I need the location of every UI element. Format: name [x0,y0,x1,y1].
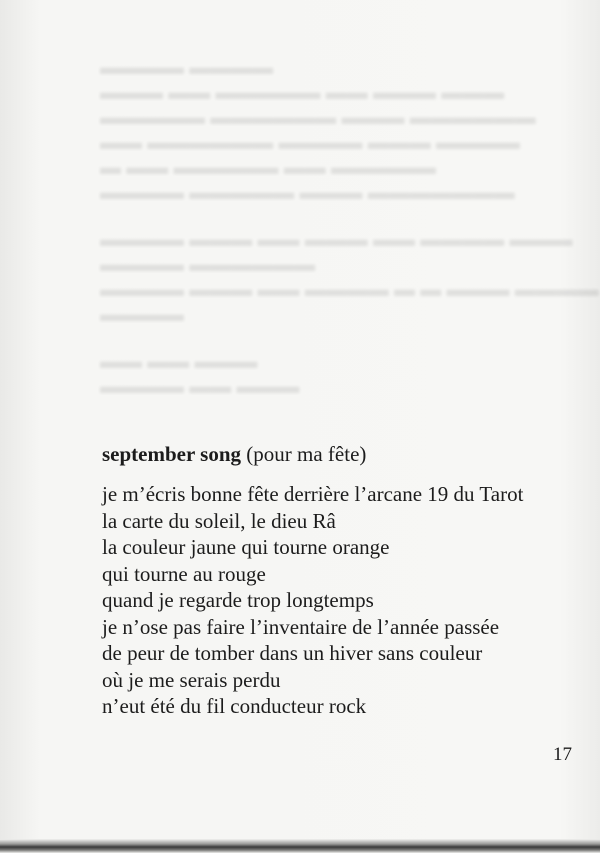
page-number: 17 [553,744,572,765]
poem-line: de peur de tomber dans un hiver sans couleur [102,641,483,665]
show-through-text: ▬▬▬▬ ▬▬▬▬ ▬▬▬ ▬▬ ▬▬▬▬▬ ▬▬ ▬▬▬ ▬▬▬ ▬▬▬▬▬ ▬▬▬▬▬▬ ▬▬▬ ▬▬▬▬▬▬ ▬▬ ▬▬▬▬▬▬ ▬▬▬▬ ▬▬▬ ▬▬▬▬ ▬ ▬▬ ▬▬▬▬▬ ▬▬ ▬▬▬▬▬ ▬▬▬▬ ▬▬▬▬▬ ▬▬▬ ▬▬▬▬▬▬▬ ▬▬▬▬ ▬▬▬ ▬▬ ▬▬▬ ▬▬ ▬▬▬▬ ▬▬▬ ▬▬▬▬ ▬▬▬▬▬▬ ▬▬▬▬ ▬▬▬ ▬▬ ▬▬▬▬ ▬ ▬ ▬▬▬ ▬▬▬▬ ▬▬▬▬ ▬▬ ▬▬ ▬▬▬ ▬▬▬▬ ▬▬ ▬▬▬ [100,55,599,398]
poem [102,440,582,720]
poem-lines [102,481,582,720]
poem-line: la couleur jaune qui tourne orange [102,535,390,559]
poem-line: où je me serais perdu [102,667,281,692]
poem-line: quand je regarde trop longtemps [102,588,374,612]
poem-line: je m’écris bonne fête derrière l’arcane 19 du Tarot [102,482,524,506]
poem-title: september song [102,442,242,466]
poem-line: la carte du soleil, le dieu Râ [102,508,336,533]
poem-line: qui tourne au rouge [102,561,266,586]
poem-line: je n’ose pas faire l’inventaire de l’année passée [102,614,500,639]
poem-heading [102,440,582,468]
scan-edge [0,839,600,853]
poem-subtitle: (pour ma fête) [246,442,367,466]
poem-line: n’eut été du fil conducteur rock [102,694,367,718]
